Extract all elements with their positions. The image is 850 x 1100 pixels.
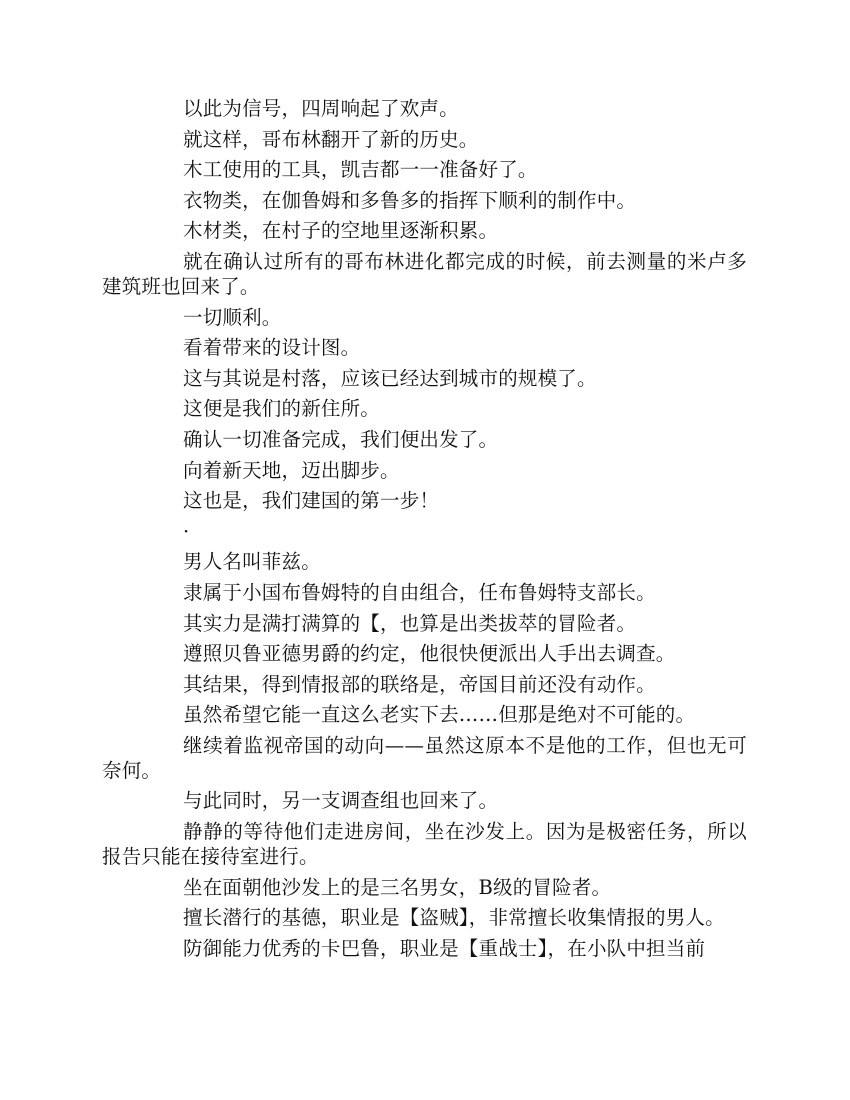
paragraph: 一切顺利。 [183, 305, 282, 329]
paragraph: 遵照贝鲁亚德男爵的约定，他很快便派出人手出去调查。 [183, 642, 676, 666]
paragraph: 衣物类，在伽鲁姆和多鲁多的指挥下顺利的制作中。 [183, 188, 637, 212]
paragraph: 就在确认过所有的哥布林进化都完成的时候，前去测量的米卢多建筑班也回来了。 [102, 249, 747, 298]
paragraph: 其实力是满打满算的【，也算是出类拔萃的冒险者。 [183, 611, 637, 635]
paragraph: 防御能力优秀的卡巴鲁，职业是【重战士】，在小队中担当前 [183, 936, 706, 960]
paragraph: 向着新天地，迈出脚步。 [183, 458, 400, 482]
paragraph: 坐在面朝他沙发上的是三名男女，B级的冒险者。 [183, 875, 612, 899]
paragraph: 以此为信号，四周响起了欢声。 [183, 97, 459, 120]
paragraph: 虽然希望它能一直这么老实下去……但那是绝对不可能的。 [183, 703, 696, 727]
document-page [102, 96, 747, 966]
paragraph: 隶属于小国布鲁姆特的自由组合，任布鲁姆特支部长。 [183, 580, 656, 604]
paragraph: 与此同时，另一支调查组也回来了。 [183, 789, 499, 813]
paragraph: 继续着监视帝国的动向——虽然这原本不是他的工作，但也无可奈何。 [102, 733, 747, 782]
scene-break-marker: · [183, 519, 190, 543]
paragraph: 这与其说是村落，应该已经达到城市的规模了。 [183, 366, 597, 390]
paragraph: 确认一切准备完成，我们便出发了。 [183, 427, 499, 451]
paragraph: 其结果，得到情报部的联络是，帝国目前还没有动作。 [183, 672, 656, 696]
paragraph: 男人名叫菲兹。 [183, 550, 321, 574]
paragraph: 擅长潜行的基德，职业是【盗贼】，非常擅长收集情报的男人。 [183, 906, 725, 930]
paragraph: 木工使用的工具，凯吉都一一准备好了。 [183, 158, 538, 182]
paragraph: 这便是我们的新住所。 [183, 397, 381, 421]
paragraph: 看着带来的设计图。 [183, 336, 361, 360]
paragraph: 就这样，哥布林翻开了新的历史。 [183, 127, 479, 151]
paragraph: 木材类，在村子的空地里逐渐积累。 [183, 219, 499, 243]
paragraph: 这也是，我们建国的第一步！ [183, 489, 440, 513]
paragraph: 静静的等待他们走进房间，坐在沙发上。因为是极密任务，所以报告只能在接待室进行。 [102, 820, 747, 869]
